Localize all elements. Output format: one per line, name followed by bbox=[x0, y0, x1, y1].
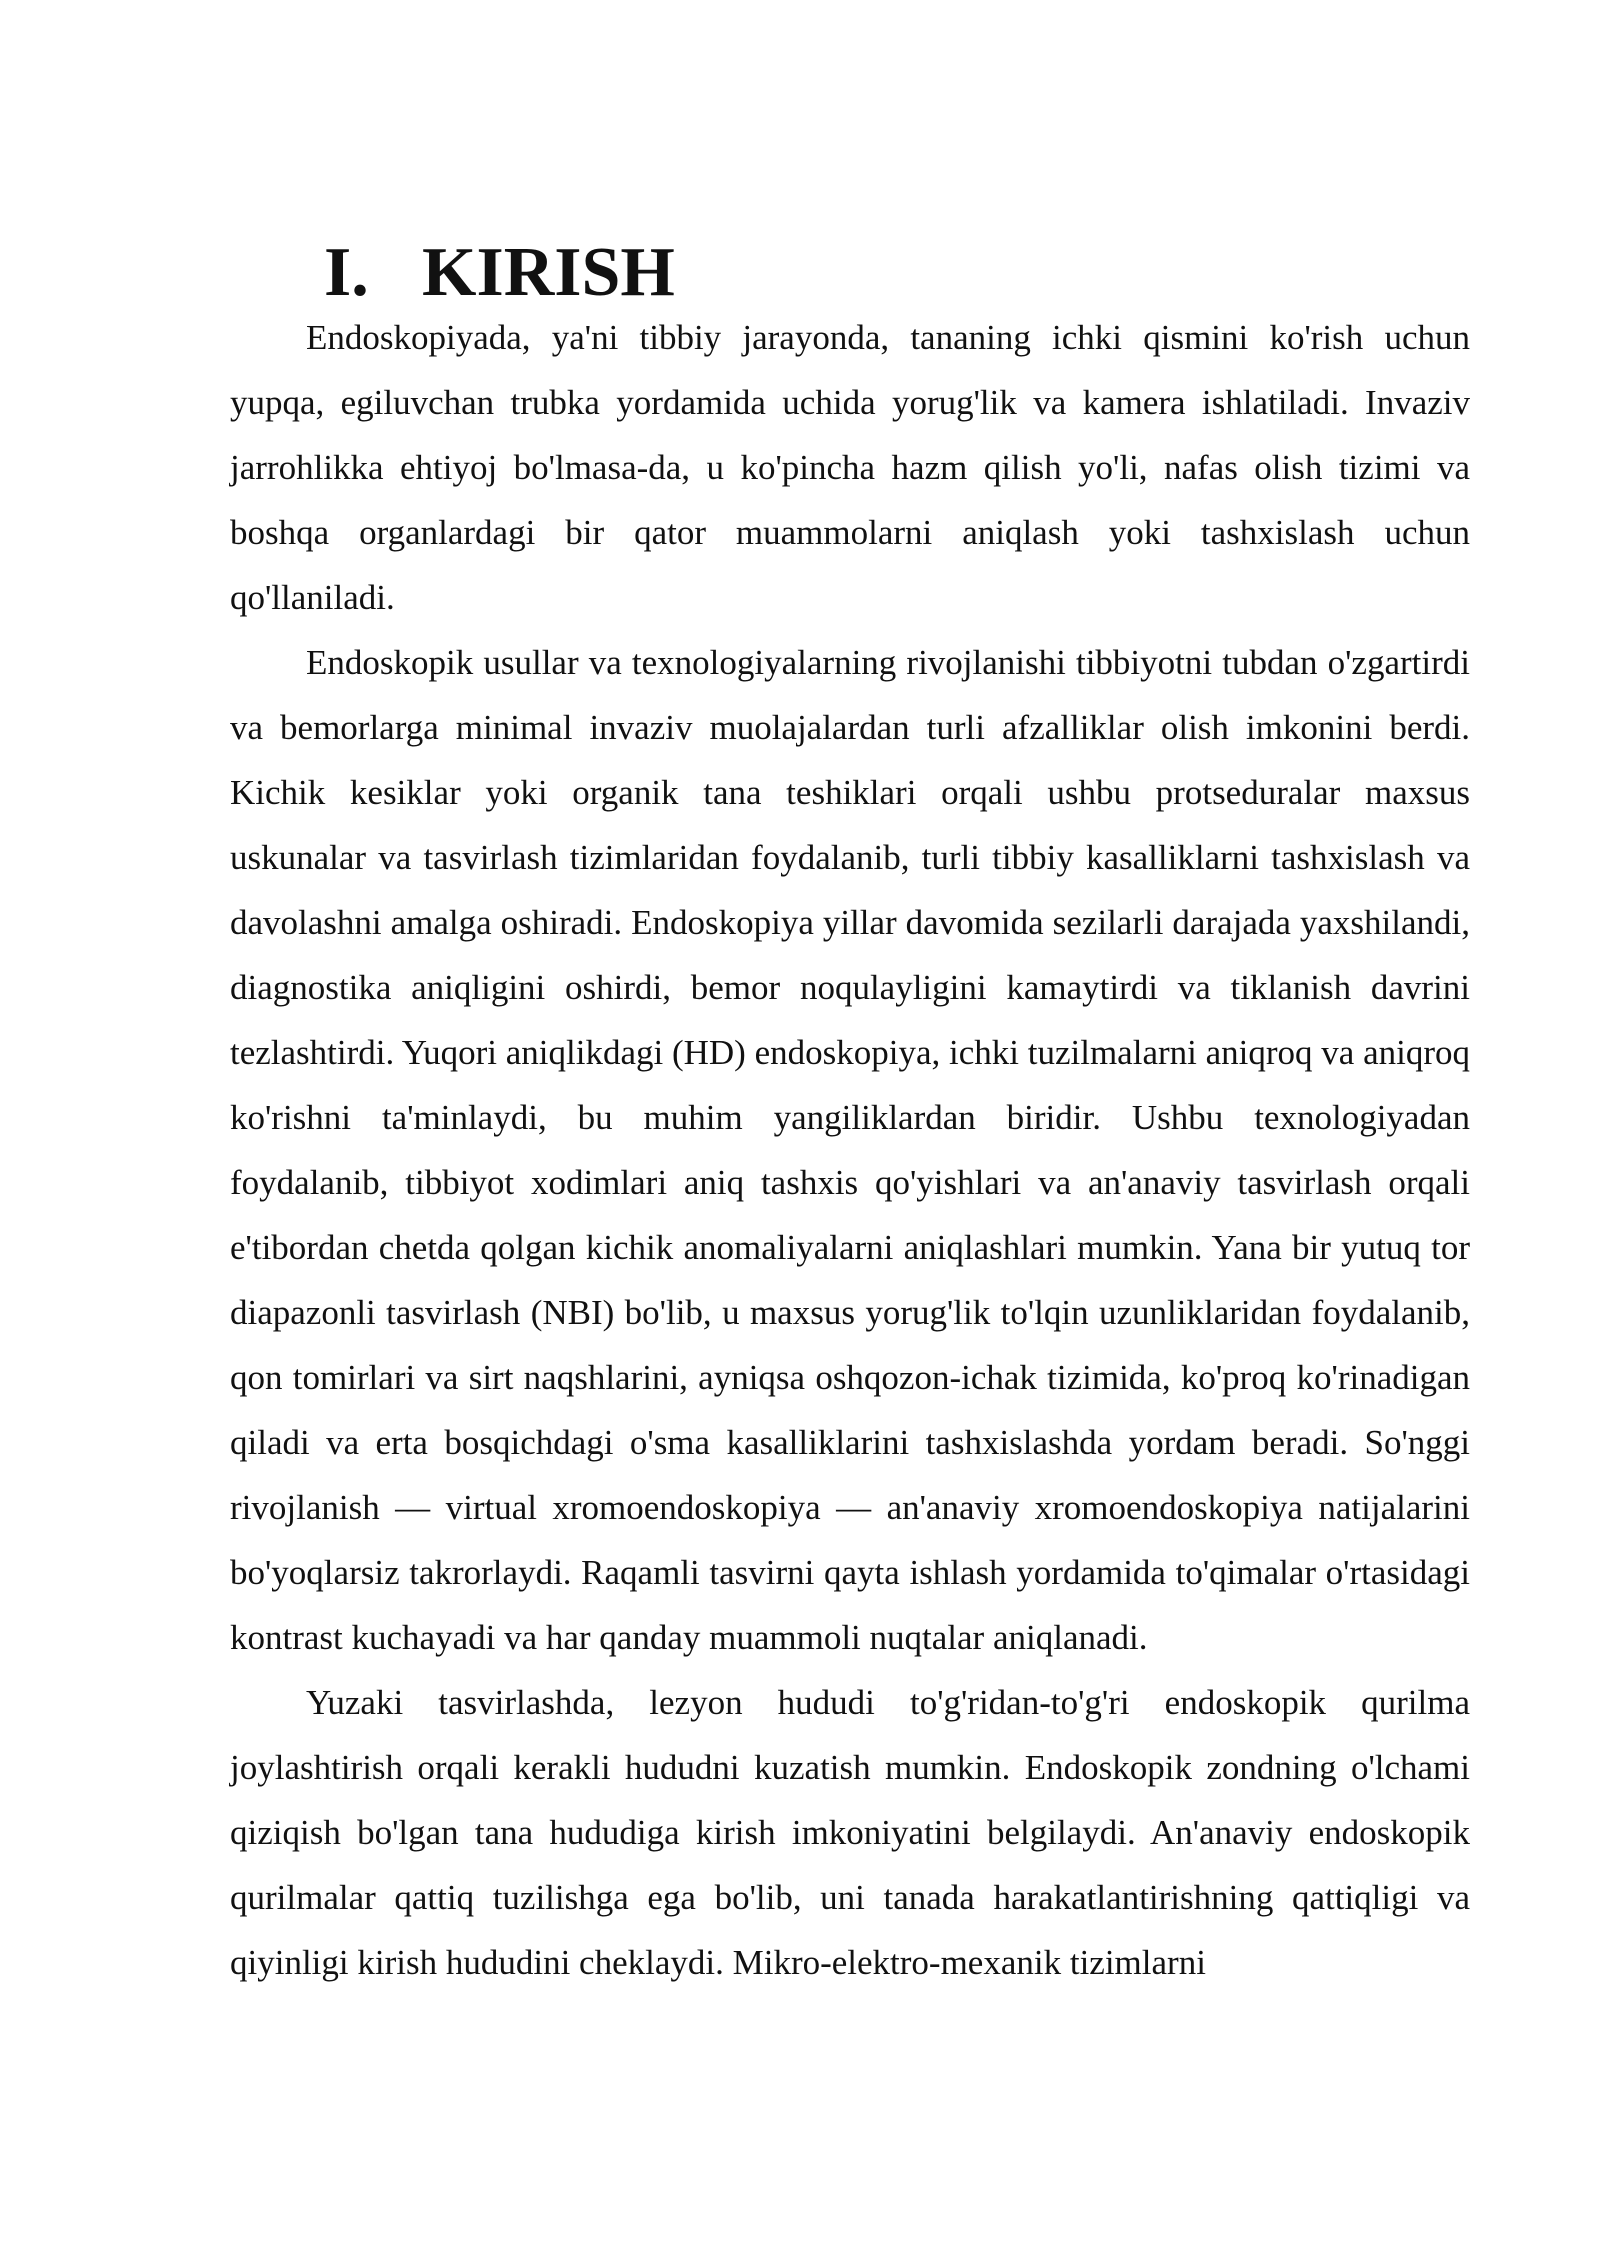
page-body bbox=[230, 234, 1470, 1995]
paragraph-3: Yuzaki tasvirlashda, lezyon hududi to'g'ridan-to'g'ri endoskopik qurilma joylashtirish orqali kerakli hududni kuzatish mumkin. Endoskopik zondning o'lchami qiziqish bo'lgan tana hududiga kirish imkoniyatini belgilaydi. An'anaviy endoskopik qurilmalar qattiq tuzilishga ega bo'lib, uni tanada harakatlantirishning qattiqligi va qiyinligi kirish hududini cheklaydi. Mikro-elektro-mexanik tizimlarni bbox=[230, 1683, 1470, 1982]
paragraph-1: Endoskopiyada, ya'ni tibbiy jarayonda, tananing ichki qismini ko'rish uchun yupqa, egiluvchan trubka yordamida uchida yorug'lik va kamera ishlatiladi. Invaziv jarrohlikka ehtiyoj bo'lmasa-da, u ko'pincha hazm qilish yo'li, nafas olish tizimi va boshqa organlardagi bir qator muammolarni aniqlash yoki tashxislash uchun qo'llaniladi. bbox=[230, 318, 1470, 617]
paragraph-2: Endoskopik usullar va texnologiyalarning rivojlanishi tibbiyotni tubdan o'zgartirdi va bemorlarga minimal invaziv muolajalardan turli afzalliklar olish imkonini berdi. Kichik kesiklar yoki organik tana teshiklari orqali ushbu protseduralar maxsus uskunalar va tasvirlash tizimlaridan foydalanib, turli tibbiy kasalliklarni tashxislash va davolashni amalga oshiradi. Endoskopiya yillar davomida sezilarli darajada yaxshilandi, diagnostika aniqligini oshirdi, bemor noqulayligini kamaytirdi va tiklanish davrini tezlashtirdi. Yuqori aniqlikdagi (HD) endoskopiya, ichki tuzilmalarni aniqroq va aniqroq ko'rishni ta'minlaydi, bu muhim yangiliklardan biridir. Ushbu texnologiyadan foydalanib, tibbiyot xodimlari aniq tashxis qo'yishlari va an'anaviy tasvirlash orqali e'tibordan chetda qolgan kichik anomaliyalarni aniqlashlari mumkin. Yana bir yutuq tor diapazonli tasvirlash (NBI) bo'lib, u maxsus yorug'lik to'lqin uzunliklaridan foydalanib, qon tomirlari va sirt naqshlarini, ayniqsa oshqozon-ichak tizimida, ko'proq ko'rinadigan qiladi va erta bosqichdagi o'sma kasalliklarini tashxislashda yordam beradi. So'nggi rivojlanish — virtual xromoendoskopiya — an'anaviy xromoendoskopiya natijalarini bo'yoqlarsiz takrorlaydi. Raqamli tasvirni qayta ishlash yordamida to'qimalar o'rtasidagi kontrast kuchayadi va har qanday muammoli nuqtalar aniqlanadi. bbox=[230, 643, 1470, 1657]
section-heading bbox=[230, 234, 1470, 311]
section-number: I. bbox=[324, 234, 369, 311]
section-title: KIRISH bbox=[422, 234, 675, 311]
